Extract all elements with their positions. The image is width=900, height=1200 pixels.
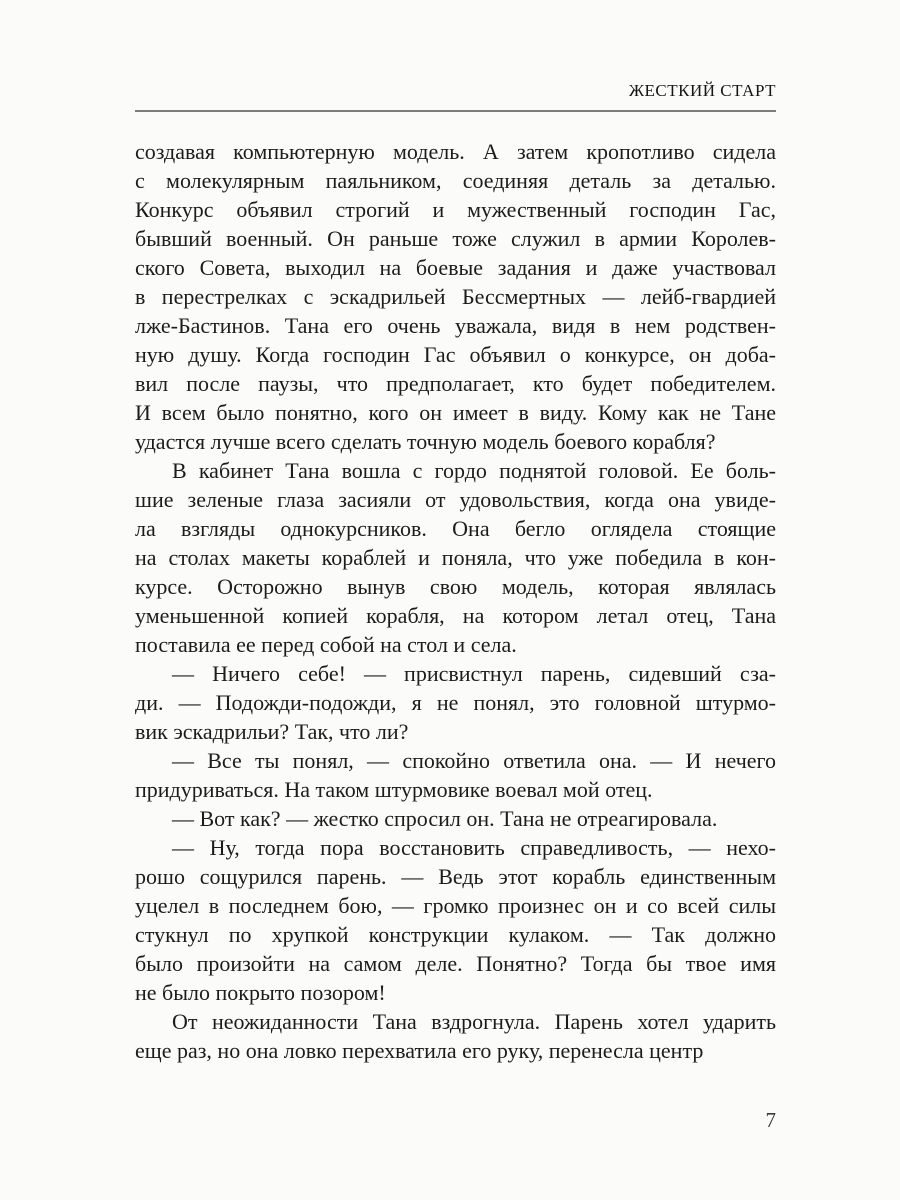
paragraph	[135, 804, 776, 833]
text-line: создавая компьютерную модель. А затем кропотливо сидела	[135, 139, 776, 164]
paragraph	[135, 833, 776, 1007]
text-line: уменьшенной копией корабля, на котором летал отец, Тана	[135, 603, 776, 628]
text-line: вик эскадрильи? Так, что ли?	[135, 719, 409, 744]
text-line: не было покрыто позором!	[135, 980, 386, 1005]
text-line: — Ну, тогда пора восстановить справедливость, — нехо-	[172, 835, 776, 860]
text-line: — Все ты понял, — спокойно ответила она. — И нечего	[172, 748, 776, 773]
text-line: на столах макеты кораблей и поняла, что уже победила в кон-	[135, 545, 776, 570]
text-line: лже-Бастинов. Тана его очень уважала, видя в нем родствен-	[135, 313, 776, 338]
paragraph	[135, 746, 776, 804]
paragraph	[135, 456, 776, 659]
header-rule	[135, 110, 776, 112]
text-line: От неожиданности Тана вздрогнула. Парень хотел ударить	[172, 1009, 776, 1034]
text-line: в перестрелках с эскадрильей Бессмертных — лейб-гвардией	[135, 284, 776, 309]
text-line: ла взгляды однокурсников. Она бегло оглядела стоящие	[135, 516, 776, 541]
text-line: удастся лучше всего сделать точную модель боевого корабля?	[135, 429, 716, 454]
text-line: — Ничего себе! — присвистнул парень, сидевший сза-	[172, 661, 776, 686]
text-line: поставила ее перед собой на стол и села.	[135, 632, 517, 657]
text-line: В кабинет Тана вошла с гордо поднятой головой. Ее боль-	[172, 458, 776, 483]
paragraph	[135, 137, 776, 456]
text-line: вил после паузы, что предполагает, кто будет победителем.	[135, 371, 776, 396]
text-line: ского Совета, выходил на боевые задания и даже участвовал	[135, 255, 776, 280]
text-line: придуриваться. На таком штурмовике воевал мой отец.	[135, 777, 653, 802]
running-header: ЖЕСТКИЙ СТАРТ	[628, 81, 776, 100]
text-line: рошо сощурился парень. — Ведь этот корабль единственным	[135, 864, 776, 889]
text-line: еще раз, но она ловко перехватила его руку, перенесла центр	[135, 1038, 704, 1063]
text-line: ди. — Подожди-подожди, я не понял, это головной штурмо-	[135, 690, 776, 715]
text-line: ную душу. Когда господин Гас объявил о конкурсе, он доба-	[135, 342, 776, 367]
text-line: уцелел в последнем бою, — громко произнес он и со всей силы	[135, 893, 776, 918]
text-line: было произойти на самом деле. Понятно? Тогда бы твое имя	[135, 951, 776, 976]
text-line: стукнул по хрупкой конструкции кулаком. — Так должно	[135, 922, 776, 947]
text-line: бывший военный. Он раньше тоже служил в армии Королев-	[135, 226, 776, 251]
body-text	[135, 137, 776, 1065]
text-line: И всем было понятно, кого он имеет в виду. Кому как не Тане	[135, 400, 776, 425]
paragraph	[135, 659, 776, 746]
page-number: 7	[765, 1108, 776, 1132]
text-line: — Вот как? — жестко спросил он. Тана не отреагировала.	[172, 806, 718, 831]
text-line: с молекулярным паяльником, соединяя деталь за деталью.	[135, 168, 776, 193]
text-line: курсе. Осторожно вынув свою модель, которая являлась	[135, 574, 776, 599]
paragraph	[135, 1007, 776, 1065]
text-line: шие зеленые глаза засияли от удовольствия, когда она увиде-	[135, 487, 776, 512]
text-line: Конкурс объявил строгий и мужественный господин Гас,	[135, 197, 776, 222]
